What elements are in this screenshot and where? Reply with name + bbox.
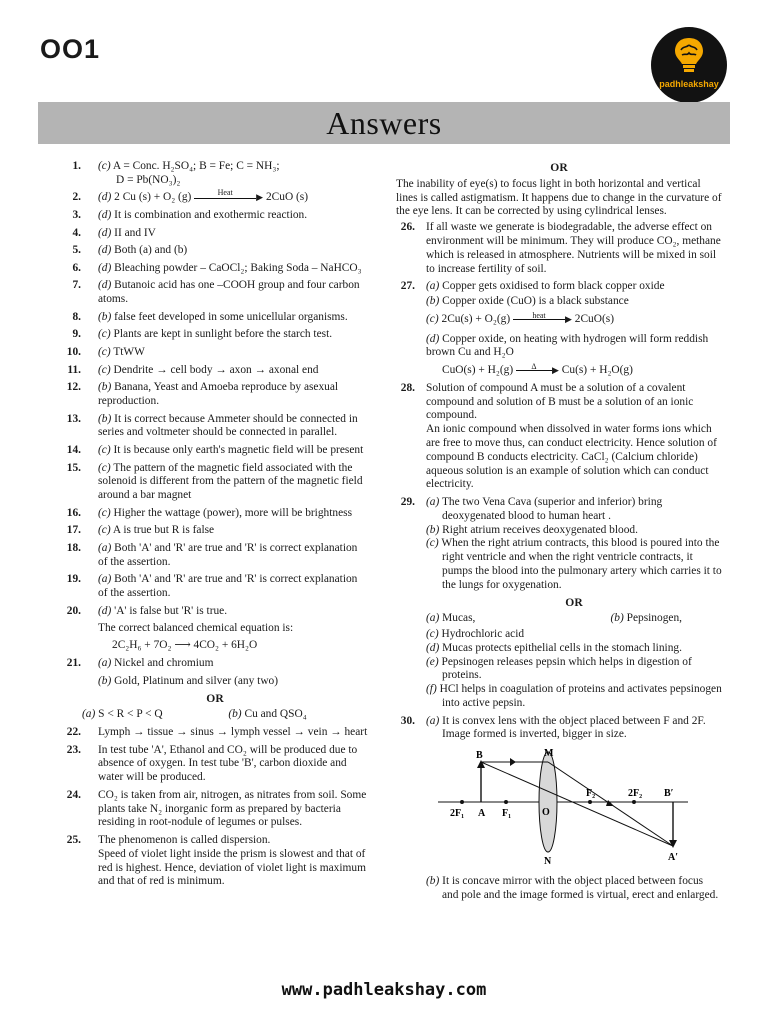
convex-lens: [539, 752, 557, 852]
answer-option: (d): [98, 226, 112, 239]
answer-29-or-d: [426, 642, 722, 656]
equation-right: 2CuO(s): [574, 312, 614, 325]
answer-option: (c): [426, 628, 439, 641]
answer-17: [62, 524, 368, 538]
reaction-arrow: [194, 188, 256, 199]
answer-text: 'A' is false but 'R' is true.: [114, 604, 228, 617]
answer-14: [62, 444, 368, 458]
answer-20: [62, 605, 368, 653]
answer-text: Both (a) and (b): [114, 244, 188, 257]
answer-6: [62, 262, 368, 276]
answer-number: 11.: [67, 363, 81, 376]
answer-option: (c): [98, 363, 111, 376]
or-separator: OR: [565, 595, 583, 609]
answer-option: (b): [98, 310, 112, 323]
answer-text: Pepsinogen releases pepsin which helps in digestion of proteins.: [441, 655, 692, 682]
answer-number: 12.: [66, 381, 81, 394]
answer-number: 25.: [66, 834, 81, 846]
answer-option: (a): [426, 495, 440, 508]
answer-option: (d): [98, 244, 112, 257]
answer-text: Solution of compound A must be a solution of a covalent compound and solution of B must be a solution of an ionic compound.: [426, 381, 694, 422]
answer-text: Hydrochloric acid: [441, 628, 525, 641]
answer-23: [62, 744, 368, 785]
answer-text: CO₂ is taken from air, nitrogen, as nitrates from soil. Some plants take N₂ inorganic form as prepared by bacteria residing in root-nodule of legumes or pulses.: [98, 788, 367, 829]
label-a: A: [478, 808, 486, 820]
answer-text: Copper gets oxidised to form black copper oxide: [442, 280, 665, 293]
answer-number: 7.: [72, 279, 81, 292]
equation-right: 2CuO (s): [265, 191, 309, 204]
answer-text: HCl helps in coagulation of proteins and activates pepsinogen into active pepsin.: [439, 683, 722, 710]
answer-21-or: [82, 708, 368, 722]
answer-option: (b): [426, 875, 440, 888]
label-b: B: [476, 750, 483, 762]
label-f1: F₁: [502, 808, 512, 820]
answer-number: 18.: [66, 541, 81, 554]
answer-text: Mucas,: [442, 612, 476, 625]
answer-number: 24.: [66, 788, 81, 801]
answer-text: The phenomenon is called dispersion.: [98, 834, 271, 846]
answer-option: (b): [426, 523, 440, 536]
title-banner: [38, 102, 730, 144]
brain-bulb-icon: [672, 36, 706, 76]
label-2f1: 2F₁: [450, 808, 465, 820]
answer-number: 5.: [72, 244, 81, 257]
answer-29-b: [426, 524, 722, 538]
answer-text: Banana, Yeast and Amoeba reproduce by asexual reproduction.: [98, 381, 339, 407]
reaction-arrow: [516, 362, 552, 372]
answer-text: Butanoic acid has one –COOH group and four carbon atoms.: [98, 279, 360, 306]
answer-text: Nickel and chromium: [114, 657, 214, 670]
answer-text: When the right atrium contracts, this blood is poured into the right ventricle and when the right ventricle contracts, it pumps the blood into the pulmonary artery which carries it to the lungs for oxygenation.: [441, 537, 722, 591]
answer-9: [62, 328, 368, 342]
answer-text: Higher the wattage (power), more will be brightness: [113, 506, 353, 519]
answer-27-d-equation: CuO(s) + H₂(g) Δ ▶ Cu(s) + H₂O(g): [442, 362, 633, 377]
answer-15: [62, 462, 368, 503]
answer-number: 27.: [400, 280, 415, 293]
answer-2: 2. (d) 2 Cu (s) + O₂ (g) Heat ▶ 2CuO (s): [62, 191, 368, 205]
answer-number: 8.: [72, 310, 81, 323]
answer-text: It is correct because Ammeter should be connected in series and voltmeter should be connected in parallel.: [98, 412, 358, 439]
or-separator: OR: [206, 691, 224, 705]
answer-text: It is convex lens with the object placed between F and 2F. Image formed is inverted, bigger in size.: [442, 714, 706, 741]
answer-option: (d): [98, 279, 112, 292]
answer-16: [62, 507, 368, 521]
answer-1: [62, 160, 368, 188]
answer-option: (c): [426, 537, 439, 550]
left-column: [62, 160, 368, 893]
answer-number: 29.: [400, 495, 415, 508]
answer-text: II and IV: [114, 226, 156, 239]
page-code: OO1: [40, 34, 101, 64]
answer-option: (d): [98, 604, 112, 617]
answer-option: (d): [98, 191, 112, 204]
reaction-condition: Δ: [531, 362, 537, 372]
reaction-condition: Heat: [217, 188, 233, 198]
equation-note: The correct balanced chemical equation is:: [98, 622, 294, 635]
answer-26: [396, 221, 722, 276]
answer-text: Mucas protects epithelial cells in the stomach lining.: [442, 641, 682, 654]
answer-text: Pepsinogen,: [626, 612, 682, 625]
answer-number: 17.: [66, 524, 81, 537]
astigmatism-text: The inability of eye(s) to focus light in both horizontal and vertical lines is called astigmatism. It happens due to change in the curvature of the eye lens. It can be corrected by using cylindrical lenses.: [396, 177, 722, 218]
answer-19: [62, 573, 368, 601]
answer-option: (c): [426, 312, 439, 325]
answer-text-cont: An ionic compound when dissolved in water forms ions which are free to move thus, can conduct electricity. Hence solution of compound B conducts electricity. CaCl₂ (Calcium chloride) aqueous solution is an example of solution which can conduct electricity.: [426, 423, 717, 491]
answer-option: (e): [426, 655, 439, 668]
answer-number: 30.: [400, 714, 415, 727]
answer-24: [62, 789, 368, 830]
answer-option: (b): [98, 381, 112, 394]
answer-option: (c): [98, 461, 111, 474]
answer-option: (d): [98, 208, 112, 221]
answer-30-b: [426, 875, 722, 903]
answer-text: Lymph → tissue → sinus → lymph vessel → vein → heart: [98, 726, 368, 739]
answer-13: [62, 413, 368, 441]
answer-text: It is concave mirror with the object placed between focus and pole and the image formed is virtual, erect and enlarged.: [442, 875, 719, 901]
label-o: O: [542, 807, 550, 819]
answer-18: [62, 542, 368, 570]
label-f2: F₂: [586, 788, 596, 800]
answer-text: Copper oxide, on heating with hydrogen will form reddish brown Cu and H₂O: [426, 332, 709, 359]
answer-option: (c): [98, 443, 111, 456]
answer-option: (c): [98, 345, 111, 358]
label-a-prime: A′: [668, 852, 679, 864]
answer-27-b: [426, 295, 722, 309]
or-separator: OR: [550, 161, 568, 174]
answer-option: (c): [98, 328, 111, 341]
answer-number: 14.: [66, 443, 81, 456]
balanced-equation: 2C₂H₆ + 7O₂ ⟶ 4CO₂ + 6H₂O: [112, 639, 258, 652]
answer-option: (f): [426, 683, 437, 696]
footer-website-link[interactable]: www.padhleakshay.com: [281, 980, 487, 1000]
answer-29: [396, 496, 722, 711]
answer-text: Dendrite → cell body → axon → axonal end: [113, 363, 319, 376]
answer-21: [62, 657, 368, 722]
answer-number: 26.: [400, 221, 415, 234]
answer-number: 3.: [72, 208, 81, 221]
answer-8: [62, 311, 368, 325]
answer-27: [396, 280, 722, 378]
equation-left: CuO(s) + H₂(g): [442, 364, 514, 377]
answer-text: It is because only earth's magnetic field will be present: [113, 443, 364, 456]
answer-option: (b): [610, 612, 624, 625]
answer-29-or-ab: [426, 612, 722, 626]
answer-5: [62, 244, 368, 258]
answer-number: 1.: [72, 160, 81, 172]
answer-text: Gold, Platinum and silver (any two): [114, 674, 279, 687]
answer-25: [62, 834, 368, 889]
answer-28: [396, 382, 722, 492]
answer-22: [62, 726, 368, 740]
answer-option: (b): [426, 294, 440, 307]
answer-option: (d): [98, 261, 112, 274]
answer-option: (a): [98, 573, 112, 586]
answer-29-or-e: [426, 656, 722, 684]
answer-number: 22.: [66, 726, 81, 739]
answer-text: Right atrium receives deoxygenated blood.: [442, 523, 638, 536]
answer-option: (a): [426, 612, 440, 625]
label-2f2: 2F₂: [628, 788, 643, 800]
answer-30: [396, 715, 722, 903]
answer-text: false feet developed in some unicellular organisms.: [114, 310, 348, 323]
answer-text: If all waste we generate is biodegradable, the adverse effect on environment will be minimum. They will produce CO₂, methane which is released in atmosphere. Nutrients will be mixed in soil to increase fertility of soil.: [426, 221, 721, 275]
answer-text: It is combination and exothermic reaction.: [114, 208, 308, 221]
answer-option: (c): [98, 160, 111, 172]
label-m: M: [544, 748, 554, 760]
answer-text: Cu and QSO₄: [244, 708, 307, 721]
answer-29-or-c: [426, 628, 722, 642]
answer-number: 6.: [72, 261, 81, 274]
answer-number: 15.: [66, 461, 81, 474]
answer-number: 23.: [66, 743, 81, 756]
answer-7: [62, 279, 368, 307]
answer-12: [62, 381, 368, 409]
answer-number: 21.: [66, 657, 81, 670]
logo-text: padhleakshay: [659, 79, 719, 89]
answer-number: 13.: [66, 412, 81, 425]
answer-option: (b): [98, 412, 112, 425]
object-arrowhead: [477, 760, 485, 768]
answer-text: A is true but R is false: [112, 524, 215, 537]
answer-text: Copper oxide (CuO) is a black substance: [442, 294, 629, 307]
reaction-arrow: [513, 310, 565, 320]
right-column: [396, 158, 722, 906]
answer-number: 28.: [400, 381, 415, 394]
answer-text: Plants are kept in sunlight before the starch test.: [113, 328, 333, 341]
answer-number: 9.: [72, 328, 81, 341]
answer-text: In test tube 'A', Ethanol and CO₂ will be produced due to absence of oxygen. In test tube 'B', carbon dioxide and water will be produced.: [98, 743, 358, 784]
answer-number: 10.: [66, 345, 81, 358]
answer-11: [62, 364, 368, 378]
answer-29-or-f: [426, 683, 722, 711]
answer-text: Bleaching powder – CaOCl₂; Baking Soda – NaHCO₃: [114, 261, 362, 274]
answer-text: Both 'A' and 'R' are true and 'R' is correct explanation of the assertion.: [98, 541, 358, 568]
answer-number: 19.: [66, 573, 81, 586]
equation-right: Cu(s) + H₂O(g): [561, 364, 633, 377]
answer-text: Both 'A' and 'R' are true and 'R' is correct explanation of the assertion.: [98, 573, 358, 600]
answer-21-b: [98, 675, 368, 689]
answer-option: (c): [98, 524, 111, 537]
answer-option: (a): [426, 280, 440, 293]
answer-option: (d): [426, 641, 440, 654]
answer-option: (a): [82, 708, 96, 721]
answer-number: 20.: [66, 604, 81, 617]
answer-option: (a): [98, 657, 112, 670]
answer-number: 16.: [66, 506, 81, 519]
answer-option: (b): [228, 708, 242, 721]
answer-text: A = Conc. H₂SO₄; B = Fe; C = NH₃;: [112, 160, 280, 172]
answer-text: S < R < P < Q: [98, 708, 163, 721]
answer-option: (a): [98, 541, 112, 554]
answer-text: The two Vena Cava (superior and inferior) bring deoxygenated blood to human heart .: [441, 495, 663, 522]
answer-27-d: [426, 333, 722, 361]
answer-30-a: [426, 715, 722, 743]
answer-27-c: (c) 2Cu(s) + O₂(g) heat ▶ 2CuO(s): [426, 310, 614, 325]
answer-text: The pattern of the magnetic field associated with the solenoid is different from the pattern of the magnetic field around a bar magnet: [98, 461, 363, 502]
label-n: N: [544, 856, 552, 867]
answer-number: 4.: [72, 226, 81, 239]
banner-title: Answers: [326, 104, 442, 141]
answer-text-cont: D = Pb(NO₃)₂: [116, 173, 181, 186]
reaction-condition: heat: [532, 310, 546, 320]
equation-left: 2 Cu (s) + O₂ (g): [114, 191, 192, 204]
answer-option: (a): [426, 714, 440, 727]
equation-left: 2Cu(s) + O₂(g): [441, 312, 511, 325]
answer-3: [62, 209, 368, 223]
answer-29-a: [426, 496, 722, 524]
answer-text: TtWW: [113, 345, 145, 358]
answer-option: (c): [98, 506, 111, 519]
answer-option: (b): [98, 674, 112, 687]
answer-29-c: [426, 537, 722, 592]
answer-10: [62, 346, 368, 360]
convex-lens-ray-diagram: [438, 748, 708, 866]
ray-through-center: [481, 762, 673, 846]
answer-4: [62, 227, 368, 241]
label-b-prime: B′: [664, 788, 674, 800]
brand-logo[interactable]: [651, 27, 727, 103]
answer-number: 2.: [72, 191, 81, 204]
answer-option: (d): [426, 332, 440, 345]
answer-text-cont: Speed of violet light inside the prism is slowest and that of red is highest. Hence, deviation of violet light is maximum and that of red is minimum.: [98, 847, 366, 888]
